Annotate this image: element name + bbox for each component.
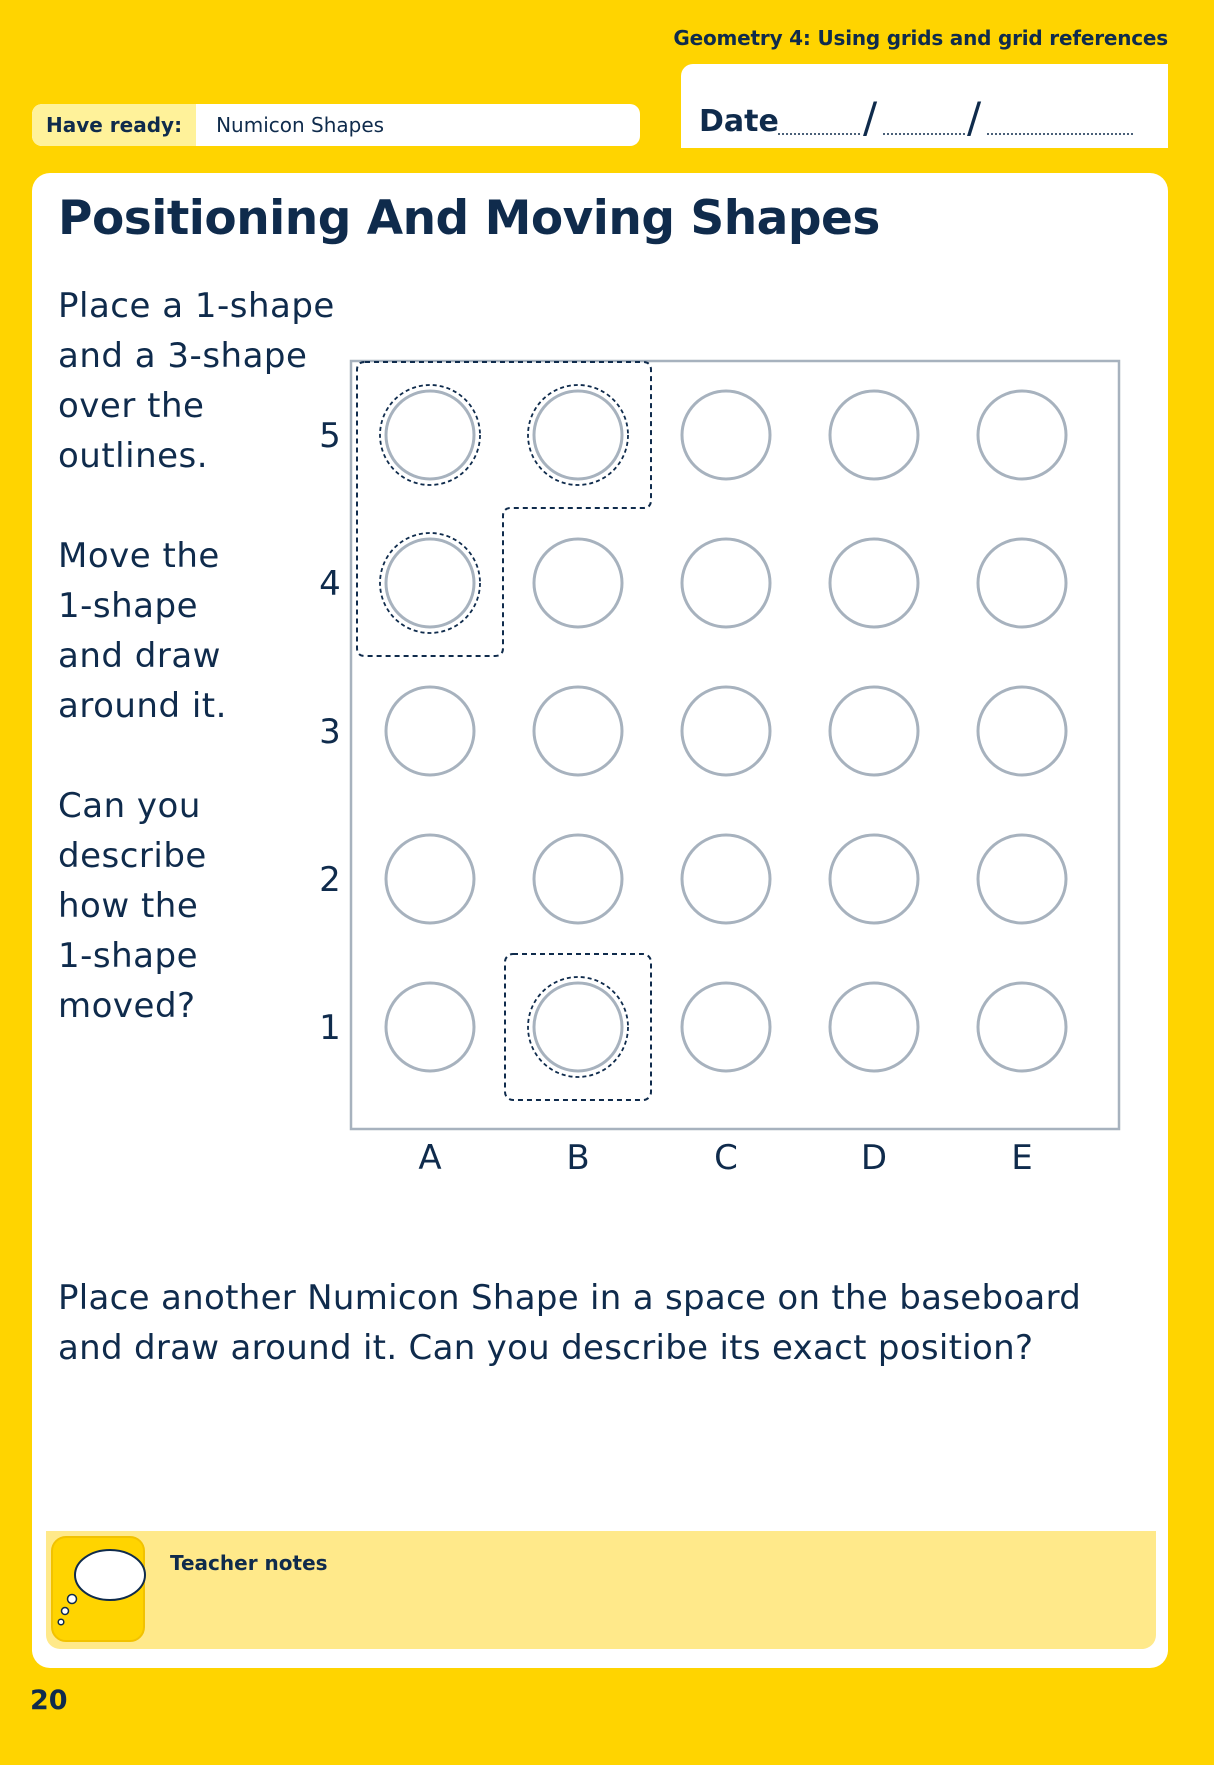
- peg-C2[interactable]: [682, 835, 770, 923]
- have-ready-value: Numicon Shapes: [216, 113, 385, 137]
- date-writing-lines[interactable]: [681, 64, 1168, 148]
- instruction-line: and a 3-shape: [58, 336, 308, 376]
- peg-A4[interactable]: [386, 539, 474, 627]
- instruction-line: moved?: [58, 986, 196, 1026]
- column-label-C: C: [714, 1138, 738, 1178]
- instruction-line: 1-shape: [58, 586, 198, 626]
- peg-C4[interactable]: [682, 539, 770, 627]
- peg-B3[interactable]: [534, 687, 622, 775]
- column-label-E: E: [1011, 1138, 1033, 1178]
- thought-bubble-icon: [46, 1531, 156, 1649]
- instruction-line: Place another Numicon Shape in a space on the baseboard: [58, 1278, 1082, 1318]
- numicon-baseboard-grid: [312, 273, 1162, 1273]
- worksheet-panel: [32, 173, 1168, 1668]
- instruction-line: over the: [58, 386, 205, 426]
- peg-E5[interactable]: [978, 391, 1066, 479]
- column-label-D: D: [860, 1138, 888, 1178]
- instruction-describe-move: [58, 781, 207, 1031]
- unit-reference: Geometry 4: Using grids and grid references: [673, 26, 1168, 50]
- instruction-line: Can you: [58, 786, 201, 826]
- peg-D4[interactable]: [830, 539, 918, 627]
- peg-C5[interactable]: [682, 391, 770, 479]
- date-separator-1: /: [863, 93, 878, 142]
- column-label-A: A: [418, 1138, 442, 1178]
- peg-D5[interactable]: [830, 391, 918, 479]
- peg-B5[interactable]: [534, 391, 622, 479]
- row-label-4: 4: [319, 564, 341, 604]
- instruction-line: describe: [58, 836, 207, 876]
- instruction-place-another: [58, 1273, 1081, 1373]
- peg-E4[interactable]: [978, 539, 1066, 627]
- instruction-place-shapes: [58, 281, 335, 481]
- column-label-B: B: [566, 1138, 590, 1178]
- teacher-notes-label: Teacher notes: [170, 1551, 328, 1575]
- peg-E1[interactable]: [978, 983, 1066, 1071]
- peg-D1[interactable]: [830, 983, 918, 1071]
- peg-D2[interactable]: [830, 835, 918, 923]
- peg-C3[interactable]: [682, 687, 770, 775]
- peg-B4[interactable]: [534, 539, 622, 627]
- peg-E2[interactable]: [978, 835, 1066, 923]
- instruction-line: Move the: [58, 536, 220, 576]
- have-ready-bar: [32, 104, 640, 146]
- peg-A3[interactable]: [386, 687, 474, 775]
- row-label-3: 3: [319, 712, 341, 752]
- peg-C1[interactable]: [682, 983, 770, 1071]
- page-number: 20: [30, 1685, 68, 1716]
- date-separator-2: /: [967, 93, 982, 142]
- date-label: Date: [699, 104, 779, 139]
- instruction-line: 1-shape: [58, 936, 198, 976]
- peg-B1[interactable]: [534, 983, 622, 1071]
- peg-B2[interactable]: [534, 835, 622, 923]
- instruction-line: how the: [58, 886, 199, 926]
- instruction-move-shape: [58, 531, 227, 731]
- instruction-line: and draw around it. Can you describe its exact position?: [58, 1328, 1034, 1368]
- instruction-line: Place a 1-shape: [58, 286, 335, 326]
- row-label-5: 5: [319, 416, 341, 456]
- row-label-1: 1: [319, 1008, 341, 1048]
- peg-E3[interactable]: [978, 687, 1066, 775]
- instruction-line: outlines.: [58, 436, 209, 476]
- instruction-line: and draw: [58, 636, 221, 676]
- have-ready-label: Have ready:: [32, 104, 196, 146]
- peg-A2[interactable]: [386, 835, 474, 923]
- date-box: [681, 64, 1168, 148]
- peg-A5[interactable]: [386, 391, 474, 479]
- teacher-notes-panel: [46, 1531, 1156, 1649]
- row-label-2: 2: [319, 860, 341, 900]
- peg-D3[interactable]: [830, 687, 918, 775]
- instruction-line: around it.: [58, 686, 227, 726]
- page-title: Positioning And Moving Shapes: [58, 191, 880, 246]
- peg-A1[interactable]: [386, 983, 474, 1071]
